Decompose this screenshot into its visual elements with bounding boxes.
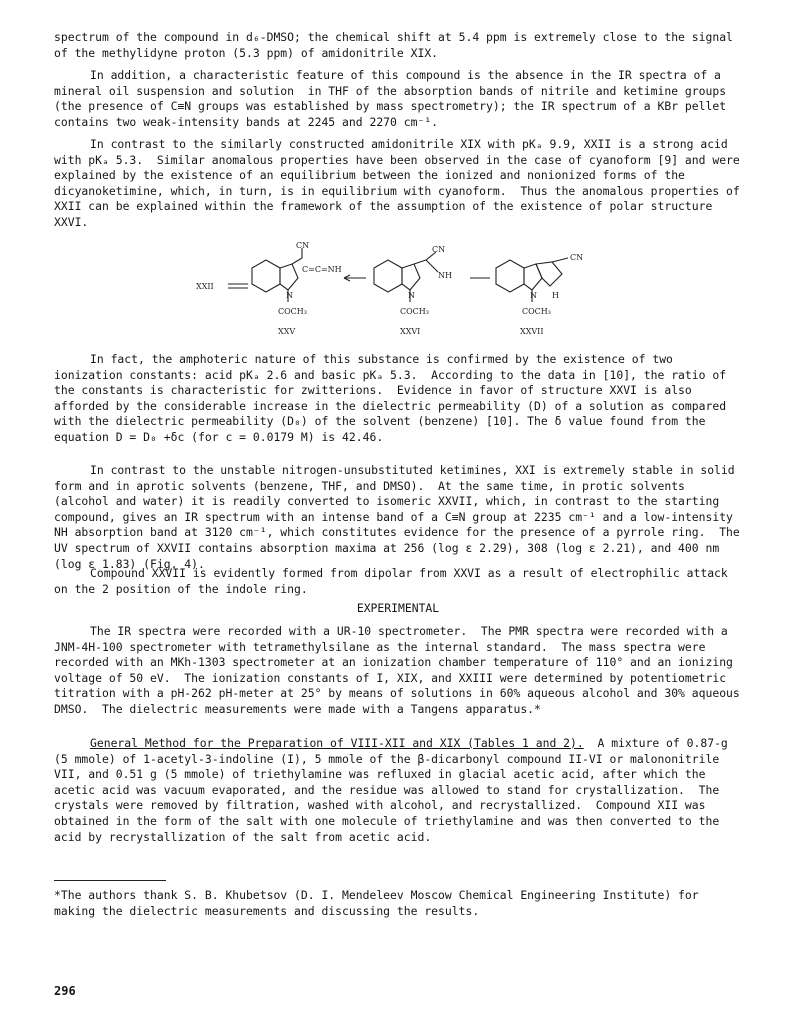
footnote: *The authors thank S. B. Khubetsov (D. I. Mendeleev Moscow Chemical Engineering Institute) for making the dielectric measurements and discussing the results. — [54, 888, 706, 918]
scheme-nh: NH — [438, 271, 452, 280]
paragraph-3: In contrast to the similarly constructed amidonitrile XIX with pKₐ 9.9, XXII is a strong acid with pKₐ 5.3. Similar anomalous properties have been observed in the case of cyanoform [9] and were explained by the existence of an equilibrium between the ionized and nonionized forms of the dicyanoketimine, which, in turn, is in equilibrium with cyanoform. Thus the anomalous properties of XXII can be explained within the framework of the assumption of the existence of polar structure XXVI. — [54, 137, 747, 229]
paragraph-1: spectrum of the compound in d₆-DMSO; the chemical shift at 5.4 ppm is extremely close to the signal of the methylidyne proton (5.3 ppm) of amidonitrile XIX. — [54, 30, 740, 60]
scheme-label-xxvii: XXVII — [520, 327, 544, 336]
paragraph-7: The IR spectra were recorded with a UR-10 spectrometer. The PMR spectra were recorded with a JNM-4H-100 spectrometer with tetramethylsilane as the internal standard. The mass spectra were recorded with an MKh-1303 spectrometer at an ionization chamber temperature of 110° and an ionizing voltage of 50 eV. The ionization constants of I, XIX, and XXIII were determined by potentiometric titration with a pH-262 pH-meter at 25° by means of solutions in 60% aqueous alcohol and 30% aqueous DMSO. The dielectric measurements were made with a Tangens apparatus.* — [54, 624, 747, 716]
paragraph-5: In contrast to the unstable nitrogen-unsubstituted ketimines, XXI is extremely stable in solid form and in aprotic solvents (benzene, THF, and DMSO). At the same time, in protic solvents (alcohol and water) it is readily converted to isomeric XXVII, which, in contrast to the starting compound, gives an IR spectrum with an intense band of a C≡N group at 2235 cm⁻¹ and a low-intensity NH absorption band at 3120 cm⁻¹, which constitutes evidence for the presence of a pyrrole ring. The UV spectrum of XXVII contains absorption maxima at 256 (log ε 2.29), 308 (log ε 2.21), and 400 nm (log ε 1.83) (Fig. 4). — [54, 463, 747, 571]
scheme-start-label: XXII — [196, 282, 214, 291]
scheme-cn-3: CN — [570, 253, 584, 262]
scheme-n-3: N — [530, 291, 537, 300]
scheme-label-xxv: XXV — [278, 327, 296, 336]
procedure-body: A mixture of 0.87-g (5 mmole) of 1-acetyl-3-indoline (I), 5 mmole of the β-dicarbonyl compound II-VI or malononitrile VII, and 0.51 g (5 mmole) of triethylamine was refluxed in glacial acetic acid, after which the acetic acid was vacuum evaporated, and the residue was allowed to stand for crystallization. The crystals were removed by filtration, washed with alcohol, and recrystallized. Compound XII was obtained in the form of the salt with one molecule of triethylamine and was then converted to the acid by recrystallization of the salt from acetic acid. — [54, 736, 735, 844]
page-number: 296 — [54, 984, 76, 998]
paragraph-4: In fact, the amphoteric nature of this substance is confirmed by the existence of two ionization constants: acid pKₐ 2.6 and basic pKₐ 5.3. According to the data in [10], the ratio of the constants is characteristic for zwitterions. Evidence in favor of structure XXVI is also afforded by the considerable increase in the dielectric permeability (D) of a solution as compared with the dielectric permeability (D₀) of the solvent (benzene) [10]. The δ value found from the equation D = D₀ +δc (for c = 0.0179 M) is 42.46. — [54, 352, 733, 444]
scheme-n-1: N — [286, 291, 293, 300]
scheme-h: H — [552, 291, 559, 300]
procedure-heading: General Method for the Preparation of VIII-XII and XIX (Tables 1 and 2). — [90, 736, 584, 750]
scheme-imine: C=C=NH — [302, 265, 342, 274]
section-heading: EXPERIMENTAL — [356, 601, 440, 615]
scheme-acyl-1: COCH₃ — [278, 307, 307, 316]
scheme-label-xxvi: XXVI — [400, 327, 421, 336]
scheme-n-2: N — [408, 291, 415, 300]
scheme-acyl-2: COCH₃ — [400, 307, 429, 316]
chemical-scheme — [190, 242, 630, 342]
paragraph-8 — [54, 736, 744, 845]
paragraph-6: Compound XXVII is evidently formed from dipolar from XXVI as a result of electrophilic attack on the 2 position of the indole ring. — [54, 566, 735, 596]
footnote-rule — [54, 880, 166, 881]
scheme-cn-1: CN — [296, 242, 310, 250]
paragraph-2: In addition, a characteristic feature of this compound is the absence in the IR spectra of a mineral oil suspension and solution in THF of the absorption bands of nitrile and ketimine groups (the presence of C≡N groups was established by mass spectrometry); the IR spectrum of a KBr pellet contains two weak-intensity bands at 2245 and 2270 cm⁻¹. — [54, 68, 733, 129]
scheme-acyl-3: COCH₃ — [522, 307, 551, 316]
scheme-cn-2: CN — [432, 245, 446, 254]
